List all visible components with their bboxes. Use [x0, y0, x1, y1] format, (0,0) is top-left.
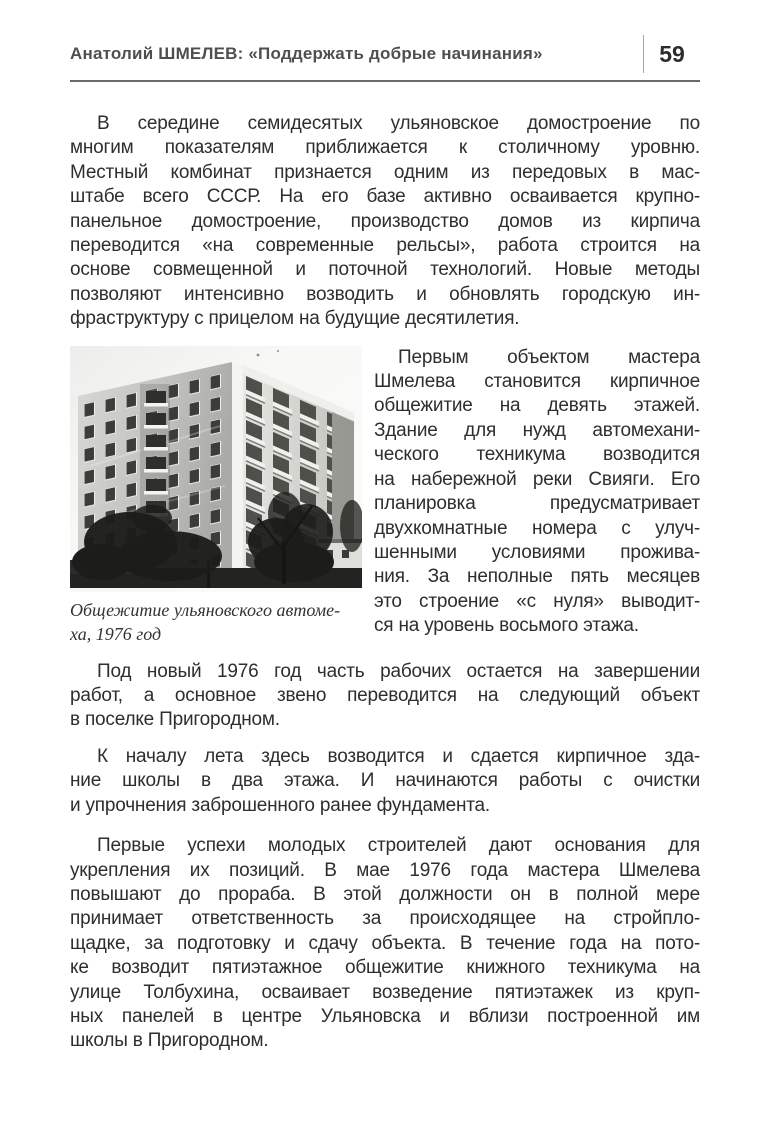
text-line: ние школы в два этажа. И начинаются работы с очистки — [70, 770, 700, 792]
text-line: двухкомнатные номера с улуч- — [374, 517, 700, 539]
building-corner — [232, 362, 243, 584]
text-line: ке возводит пятиэтажное общежитие книжного техникума на — [70, 957, 700, 979]
text-line: Первым объектом мастера — [398, 346, 700, 368]
text-line: многим показателям приближается к столичному уровню. — [70, 137, 700, 159]
page-header — [70, 34, 700, 82]
text-line: ния. За неполные пять месяцев — [374, 566, 700, 588]
building-photo — [70, 346, 362, 592]
text-line: панельное домостроение, производство домов из кирпича — [70, 210, 700, 232]
text-line: фраструктуру с прицелом на будущие десятилетия. — [70, 308, 520, 330]
text-line: Первые успехи молодых строителей дают основания для — [97, 835, 700, 857]
paragraph-wrapped — [374, 346, 700, 639]
text-line: ха, 1976 год — [70, 623, 162, 644]
paragraph-promotion — [70, 834, 700, 1054]
photo-figure — [70, 346, 362, 646]
page-number: 59 — [659, 40, 685, 67]
text-line: Общежитие ульяновского автоме- — [70, 599, 341, 620]
photo-caption — [70, 598, 362, 646]
paragraph-intro — [70, 112, 700, 332]
running-title: Анатолий ШМЕЛЕВ: «Поддержать добрые начинания» — [70, 44, 543, 63]
text-line: планировка предусматривает — [374, 493, 700, 515]
text-line: это строение «с нуля» выводит- — [374, 590, 700, 612]
text-line: принимает ответственность за происходящее на стройпло- — [70, 908, 700, 930]
text-line: на набережной реки Свияги. Его — [374, 468, 700, 490]
text-line: переводится «на современные рельсы», работа строится на — [70, 235, 700, 257]
page-body — [70, 112, 700, 1054]
text-line: и упрочнения заброшенного ранее фундамента. — [70, 794, 491, 816]
text-line: позволяют интенсивно возводить и обновлять городскую ин- — [70, 283, 700, 305]
text-line: повышают до прораба. В этой должности он в полной мере — [70, 883, 700, 905]
text-line: Под новый 1976 год часть рабочих остается на завершении — [97, 660, 700, 682]
text-line: шенными условиями прожива- — [374, 541, 700, 563]
text-line: штабе всего СССР. На его базе активно осваивается крупно- — [70, 186, 700, 208]
text-line: Местный комбинат признается одним из передовых в мас- — [70, 161, 700, 183]
text-line: К началу лета здесь возводится и сдается кирпичное зда- — [97, 745, 700, 767]
text-line: ных панелей в центре Ульяновска и вблизи построенной им — [70, 1005, 700, 1027]
text-line: В середине семидесятых ульяновское домостроение по — [97, 113, 700, 134]
text-line: ческого техникума возводится — [374, 444, 700, 466]
paragraph-school — [70, 745, 700, 818]
text-line: Шмелева становится кирпичное — [374, 371, 700, 393]
text-line: щадке, за подготовку и сдачу объекта. В течение года на пото- — [70, 932, 700, 954]
text-line: основе совмещенной и поточной технологий. Новые методы — [70, 259, 700, 281]
text-line: школы в Пригородном. — [70, 1030, 269, 1052]
header-row — [70, 34, 700, 74]
paragraph-new-year — [70, 660, 700, 733]
text-line: общежитие на девять этажей. — [374, 395, 700, 417]
text-line: укрепления их позиций. В мае 1976 года мастера Шмелева — [70, 859, 700, 881]
text-line: улице Толбухина, осваивает возведение пятиэтажек из круп- — [70, 981, 700, 1003]
text-line: Здание для нужд автомехани- — [374, 419, 700, 441]
text-line: в поселке Пригородном. — [70, 709, 280, 731]
photo-section — [70, 346, 700, 646]
text-line: ся на уровень восьмого этажа. — [374, 615, 639, 637]
text-line: работ, а основное звено переводится на следующий объект — [70, 685, 700, 707]
